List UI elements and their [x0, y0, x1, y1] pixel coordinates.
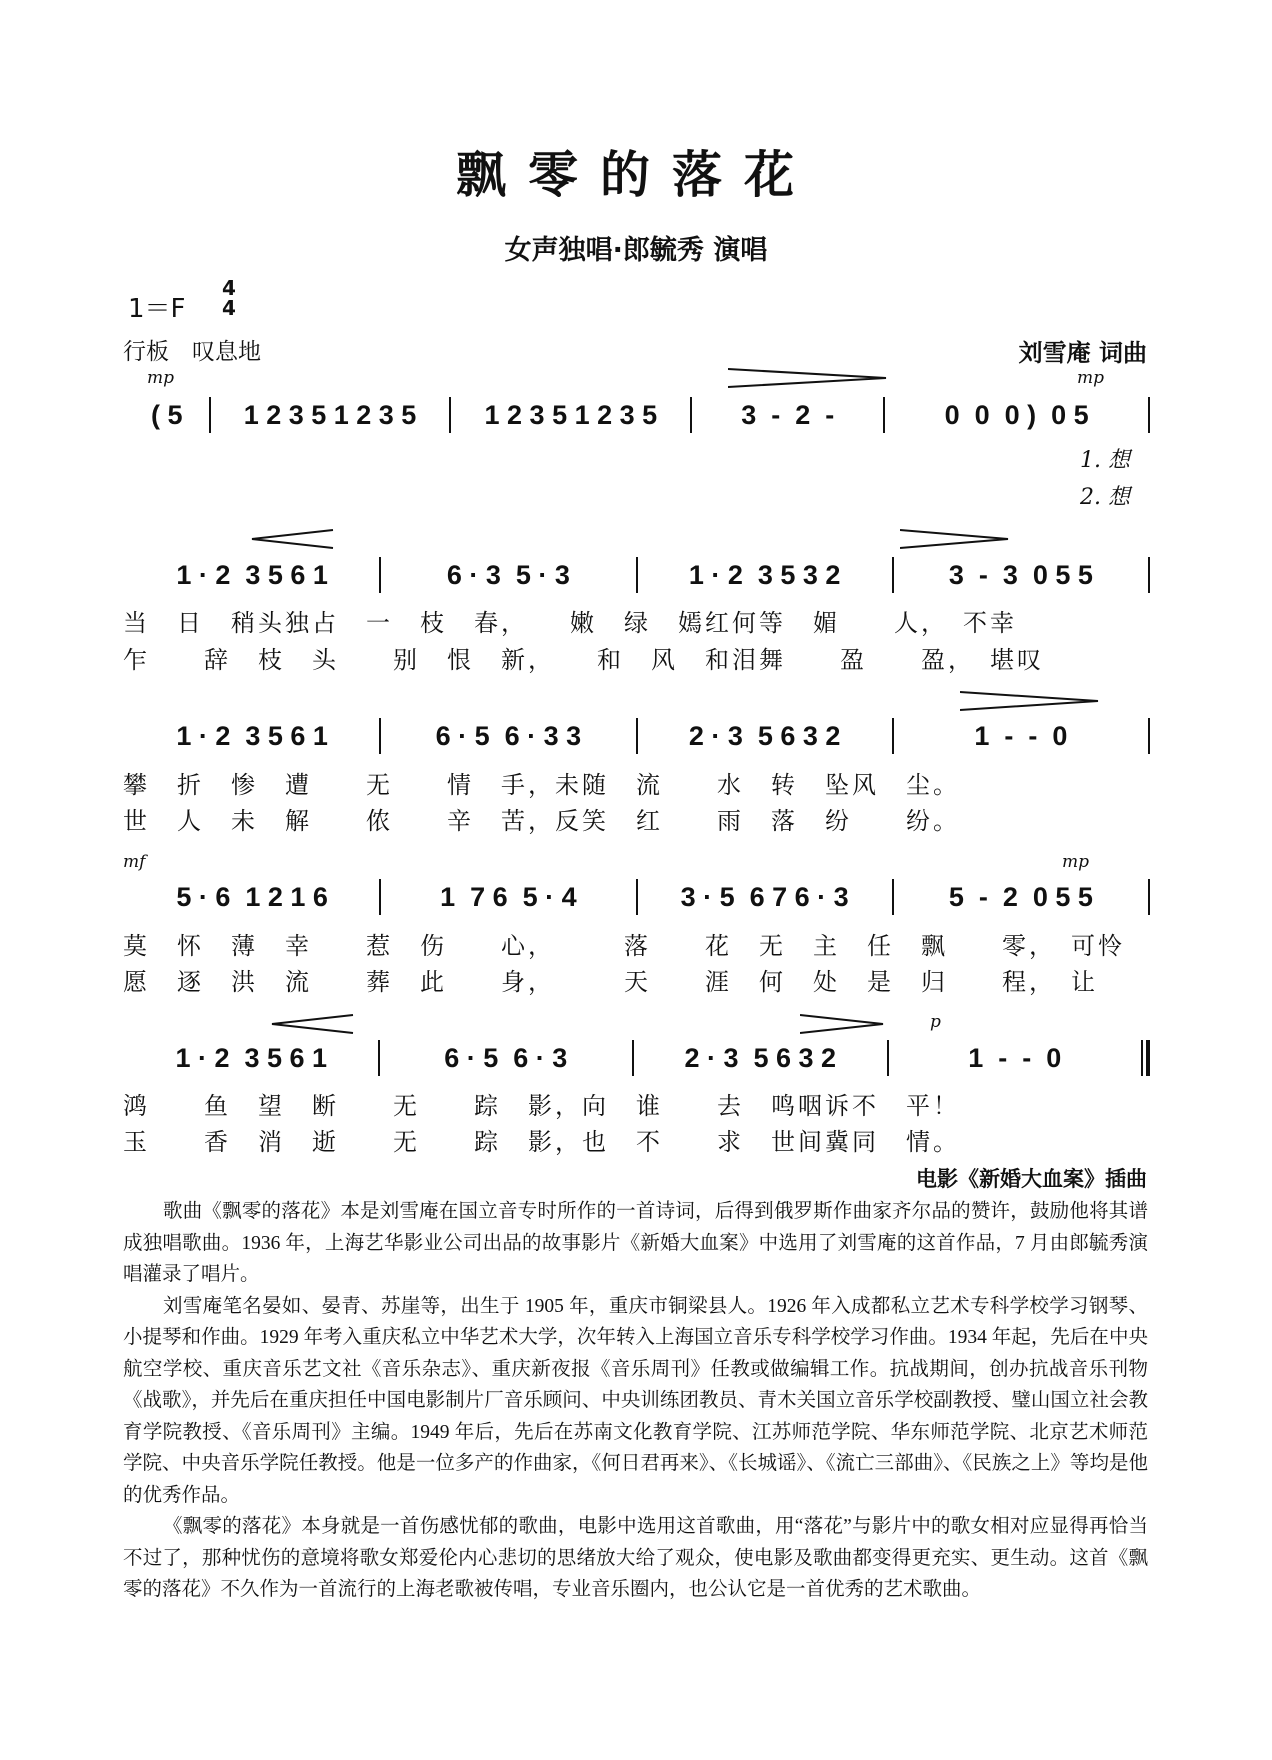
tempo-marking: 行板 叹息地 — [123, 339, 261, 365]
dynamic-mf: mf — [123, 852, 146, 872]
lyrics-verse-1: 鸿 鱼 望 断 无 踪 影，向 谁 去 鸣咽诉不 平！ — [123, 1092, 960, 1120]
lyrics-verse-1: 当 日 稍头独占 一 枝 春， 嫩 绿 嫣红何等 媚 人， 不幸 — [123, 609, 1017, 637]
measure: 1 2 3 5 1 2 3 5 — [484, 399, 658, 430]
measure: 1 · 2 3 5 6 1 — [176, 559, 328, 590]
measure: 1 - - 0 — [968, 1042, 1062, 1073]
crescendo-hairpin — [250, 528, 335, 550]
time-signature — [222, 278, 236, 318]
lyrics-verse-2: 愿 逐 洪 流 葬 此 身， 天 涯 何 处 是 归 程， 让 — [123, 968, 1098, 996]
lyricist-composer: 刘雪庵 词曲 — [1018, 339, 1147, 367]
decrescendo-hairpin — [728, 367, 888, 389]
measure: 3 · 5 6 7 6 · 3 — [680, 881, 849, 912]
lyrics-verse-2: 玉 香 消 逝 无 踪 影，也 不 求 世间冀同 情。 — [123, 1128, 960, 1156]
bar-line — [1148, 557, 1150, 593]
notation-line-3 — [125, 716, 1150, 756]
final-bar-line — [1141, 1040, 1150, 1076]
paragraph-1: 歌曲《飘零的落花》本是刘雪庵在国立音专时所作的一首诗词，后得到俄罗斯作曲家齐尔品的赞许，鼓励他将其谱成独唱歌曲。1936 年，上海艺华影业公司出品的故事影片《新婚大血案》中选用了刘雪庵的这首作品，7 月由郎毓秀演唱灌录了唱片。 — [123, 1201, 1148, 1285]
article-body — [123, 1196, 1148, 1606]
measure: ( 5 — [151, 399, 183, 430]
key-signature: 1＝F — [128, 294, 186, 324]
measure: 5 · 6 1 2 1 6 — [176, 881, 328, 912]
song-title: 飘零的落花 — [456, 145, 816, 204]
measure: 0 0 0 ) 0 5 — [944, 399, 1089, 430]
measure: 1 - - 0 — [974, 720, 1068, 751]
measure: 1 · 2 3 5 6 1 — [175, 1042, 328, 1073]
decrescendo-hairpin — [800, 1013, 885, 1035]
measure: 1 2 3 5 1 2 3 5 — [243, 399, 417, 430]
lyrics-verse-2: 世 人 未 解 侬 辛 苦，反笑 红 雨 落 纷 纷。 — [123, 807, 960, 835]
verse-label-1: 1. 想 — [1080, 448, 1130, 473]
bar-line — [1148, 718, 1150, 754]
paragraph-2: 刘雪庵笔名晏如、晏青、苏崖等，出生于 1905 年，重庆市铜梁县人。1926 年入成都私立艺术专科学校学习钢琴、小提琴和作曲。1929 年考入重庆私立中华艺术大学，次年转入上海国立音乐专科学校学习作曲。1934 年起，先后在中央航空学校、重庆音乐艺文社《音乐杂志》、重庆新夜报《音乐周刊》任教或做编辑工作。抗战期间，创办抗战音乐刊物《战歌》，并先后在重庆担任中国电影制片厂音乐顾问、中央训练团教员、青木关国立音乐学校副教授、璧山国立社会教育学院教授、《音乐周刊》主编。1949 年后，先后在苏南文化教育学院、江苏师范学院、华东师范学院、北京艺术师范学院、中央音乐学院任教授。他是一位多产的作曲家，《何日君再来》、《长城谣》、《流亡三部曲》、《民族之上》等均是他的优秀作品。 — [123, 1295, 1148, 1506]
notation-line-1 — [125, 395, 1150, 435]
notation-line-4 — [125, 877, 1150, 917]
dynamic-mp: mp — [1077, 368, 1105, 388]
dynamic-p: p — [930, 1012, 941, 1032]
film-source-note: 电影《新婚大血案》插曲 — [916, 1167, 1147, 1191]
measure: 1 · 2 3 5 6 1 — [176, 720, 328, 751]
decrescendo-hairpin — [900, 528, 1010, 550]
measure: 3 - 2 - — [741, 399, 835, 430]
measure: 3 - 3 0 5 5 — [948, 559, 1093, 590]
measure: 1 7 6 5 · 4 — [440, 881, 577, 912]
lyrics-verse-1: 攀 折 惨 遭 无 情 手，未随 流 水 转 坠风 尘。 — [123, 771, 960, 799]
notation-line-2 — [125, 555, 1150, 595]
measure: 5 - 2 0 5 5 — [948, 881, 1093, 912]
dynamic-mp: mp — [1062, 852, 1090, 872]
paragraph-3: 《飘零的落花》本身就是一首伤感忧郁的歌曲，电影中选用这首歌曲，用“落花”与影片中的歌女相对应显得再恰当不过了，那种忧伤的意境将歌女郑爱伦内心悲切的思绪放大给了观众，使电影及歌曲都变得更充实、更生动。这首《飘零的落花》不久作为一首流行的上海老歌被传唱，专业音乐圈内，也公认它是一首优秀的艺术歌曲。 — [123, 1516, 1148, 1600]
performer-subtitle: 女声独唱·郎毓秀 演唱 — [504, 235, 768, 266]
measure: 6 · 5 6 · 3 — [444, 1042, 568, 1073]
measure: 6 · 3 5 · 3 — [446, 559, 570, 590]
time-bottom: 4 — [222, 296, 236, 320]
crescendo-hairpin — [270, 1013, 355, 1035]
measure: 2 · 3 5 6 3 2 — [684, 1042, 837, 1073]
bar-line — [1148, 879, 1150, 915]
measure: 1 · 2 3 5 3 2 — [688, 559, 841, 590]
decrescendo-hairpin — [960, 690, 1100, 712]
verse-label-2: 2. 想 — [1080, 485, 1130, 510]
lyrics-verse-2: 乍 辞 枝 头 别 恨 新， 和 风 和泪舞 盈 盈， 堪叹 — [123, 646, 1044, 674]
dynamic-mp: mp — [147, 368, 175, 388]
time-top: 4 — [222, 276, 236, 300]
measure: 6 · 5 6 · 3 3 — [435, 720, 582, 751]
lyrics-verse-1: 莫 怀 薄 幸 惹 伤 心， 落 花 无 主 任 飘 零， 可怜 — [123, 932, 1125, 960]
measure: 2 · 3 5 6 3 2 — [688, 720, 841, 751]
notation-line-5 — [125, 1038, 1150, 1078]
bar-line — [1148, 397, 1150, 433]
